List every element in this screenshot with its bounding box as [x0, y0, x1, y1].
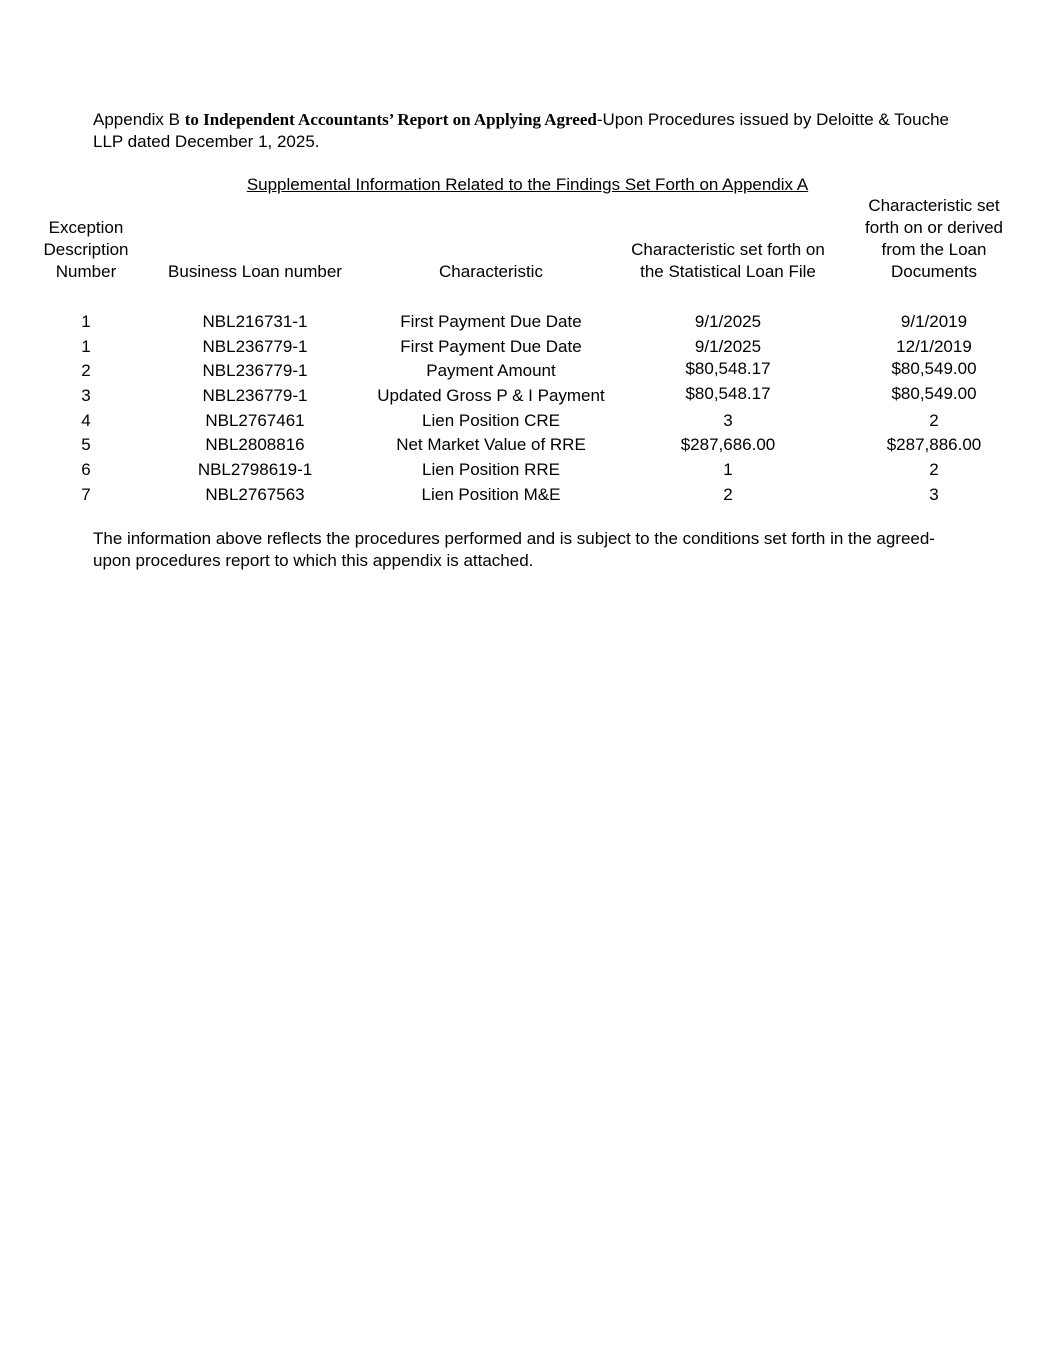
header-text: Characteristic set forth on the Statistical Loan File: [631, 240, 825, 281]
cell-document-value: $287,886.00: [886, 435, 982, 455]
cell-loan-number: NBL2767461: [205, 410, 305, 430]
cell-statistical-value: 9/1/2025: [694, 336, 762, 356]
cell-loan-number: NBL2808816: [205, 435, 305, 455]
cell-document-value: 2: [929, 410, 939, 430]
header-business-loan-number: [155, 195, 355, 283]
cell-statistical-value: 9/1/2025: [694, 312, 762, 331]
cell-exception-number: 2: [81, 361, 91, 381]
cell-statistical-value: $287,686.00: [680, 435, 776, 455]
header-text: Characteristic: [439, 262, 543, 281]
cell-statistical-value: 1: [723, 460, 733, 480]
cell-loan-number: NBL2767563: [205, 484, 305, 504]
table-row: [0, 484, 1055, 509]
subtitle-text: Supplemental Information Related to the Findings Set Forth on Appendix A: [246, 175, 809, 194]
cell-exception-number: 6: [81, 460, 91, 480]
cell-loan-number: NBL236779-1: [202, 386, 308, 406]
cell-loan-number: NBL236779-1: [202, 336, 308, 356]
table-row: [0, 434, 1055, 459]
cell-exception-number: 1: [81, 312, 91, 331]
cell-exception-number: 5: [81, 435, 91, 455]
cell-loan-number: NBL2798619-1: [197, 460, 313, 480]
intro-text-part3: -Upon Procedures issued by Deloitte & Touche LLP dated December 1, 2025.: [93, 110, 950, 151]
cell-characteristic: Lien Position M&E: [421, 484, 561, 504]
header-text: Exception Description Number: [43, 218, 129, 281]
header-loan-documents: [851, 195, 1017, 283]
cell-characteristic: Lien Position RRE: [422, 460, 560, 480]
cell-exception-number: 1: [81, 336, 91, 356]
table-row: [0, 360, 1055, 385]
table-row: [0, 311, 1055, 336]
cell-document-value: $80,549.00: [891, 359, 977, 379]
header-statistical-loan-file: [628, 195, 828, 283]
cell-characteristic: Updated Gross P & I Payment: [377, 386, 605, 406]
footer-paragraph: The information above reflects the procedures performed and is subject to the conditions set forth in the agreed-upon procedures report to which this appendix is attached.: [93, 529, 935, 570]
table-row: [0, 459, 1055, 484]
table-subtitle: [0, 175, 1055, 195]
header-exception-number: [26, 195, 146, 283]
cell-document-value: 2: [929, 460, 939, 480]
cell-document-value: 9/1/2019: [900, 312, 968, 331]
cell-characteristic: First Payment Due Date: [400, 312, 582, 331]
cell-document-value: 12/1/2019: [896, 336, 972, 356]
cell-document-value: $80,549.00: [891, 384, 977, 404]
cell-exception-number: 7: [81, 484, 91, 504]
cell-exception-number: 3: [81, 386, 91, 406]
cell-characteristic: Payment Amount: [426, 361, 556, 381]
cell-loan-number: NBL216731-1: [202, 312, 308, 331]
table-row: [0, 385, 1055, 410]
cell-characteristic: Net Market Value of RRE: [396, 435, 586, 455]
cell-statistical-value: $80,548.17: [685, 384, 771, 404]
cell-statistical-value: 2: [723, 484, 733, 504]
table-row: [0, 336, 1055, 361]
intro-text-part2: to Independent Accountants’ Report on Applying Agreed: [184, 110, 597, 129]
cell-statistical-value: $80,548.17: [685, 359, 771, 379]
cell-exception-number: 4: [81, 410, 91, 430]
cell-characteristic: Lien Position CRE: [422, 410, 560, 430]
cell-document-value: 3: [929, 484, 939, 504]
table-row: [0, 410, 1055, 435]
cell-loan-number: NBL236779-1: [202, 361, 308, 381]
findings-table-body: [0, 311, 1055, 509]
intro-paragraph: [93, 109, 973, 153]
cell-characteristic: First Payment Due Date: [400, 336, 582, 356]
cell-statistical-value: 3: [723, 410, 733, 430]
header-characteristic: [360, 195, 622, 283]
header-text: Business Loan number: [168, 262, 342, 281]
header-text: Characteristic set forth on or derived from the Loan Documents: [865, 196, 1003, 281]
intro-text-part1: Appendix B: [93, 110, 185, 129]
